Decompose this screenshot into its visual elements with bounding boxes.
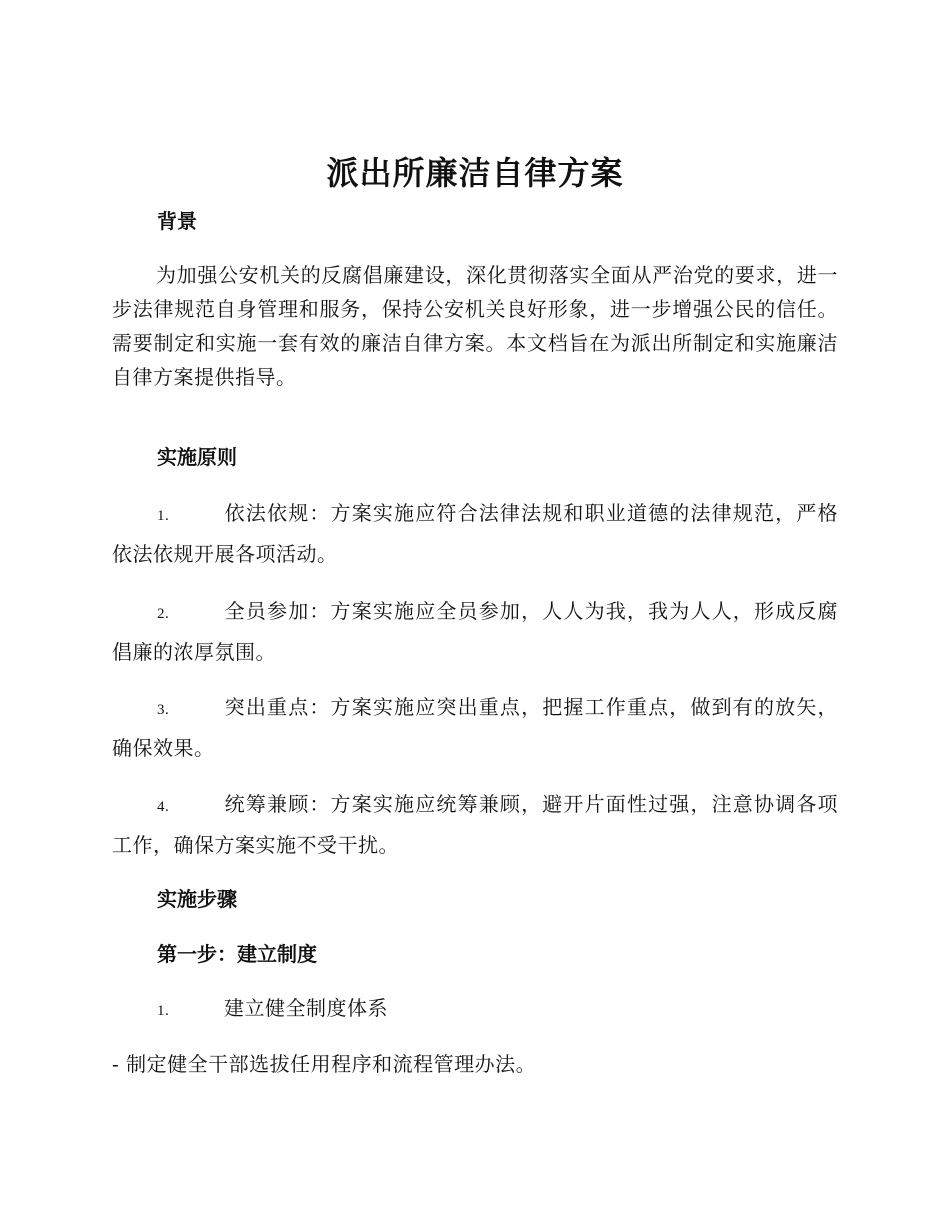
- step1-sub-item-1: - 制定健全干部选拔任用程序和流程管理办法。: [112, 1052, 537, 1076]
- principle-item-3: [112, 688, 838, 767]
- step1-item-1: [112, 989, 838, 1030]
- background-paragraph: 为加强公安机关的反腐倡廉建设，深化贯彻落实全面从严治党的要求，进一步法律规范自身管理和服务，保持公安机关良好形象，进一步增强公民的信任。需要制定和实施一套有效的廉洁自律方案。本文档旨在为派出所制定和实施廉洁自律方案提供指导。: [112, 263, 838, 389]
- list-number: 1.: [157, 1003, 170, 1019]
- principle-item-1: [112, 494, 838, 573]
- list-number: 2.: [157, 606, 170, 622]
- step-item-text: 建立健全制度体系: [224, 996, 388, 1020]
- list-number: 4.: [157, 799, 170, 815]
- principle-item-2: [112, 592, 838, 671]
- step1-heading: 第一步：建立制度: [157, 942, 317, 966]
- list-number: 1.: [157, 508, 170, 524]
- section-heading-steps: 实施步骤: [157, 887, 237, 911]
- principle-text: 依法依规：方案实施应符合法律法规和职业道德的法律规范，严格依法依规开展各项活动。: [112, 501, 838, 566]
- section-heading-principles: 实施原则: [157, 445, 237, 469]
- list-number: 3.: [157, 702, 170, 718]
- principle-text: 统筹兼顾：方案实施应统筹兼顾，避开片面性过强，注意协调各项工作，确保方案实施不受干扰。: [112, 792, 838, 857]
- principle-text: 突出重点：方案实施应突出重点，把握工作重点，做到有的放矢，确保效果。: [112, 695, 838, 760]
- document-title: 派出所廉洁自律方案: [326, 154, 624, 192]
- section-heading-background: 背景: [157, 209, 197, 233]
- principle-item-4: [112, 785, 838, 864]
- principle-text: 全员参加：方案实施应全员参加，人人为我，我为人人，形成反腐倡廉的浓厚氛围。: [112, 599, 838, 664]
